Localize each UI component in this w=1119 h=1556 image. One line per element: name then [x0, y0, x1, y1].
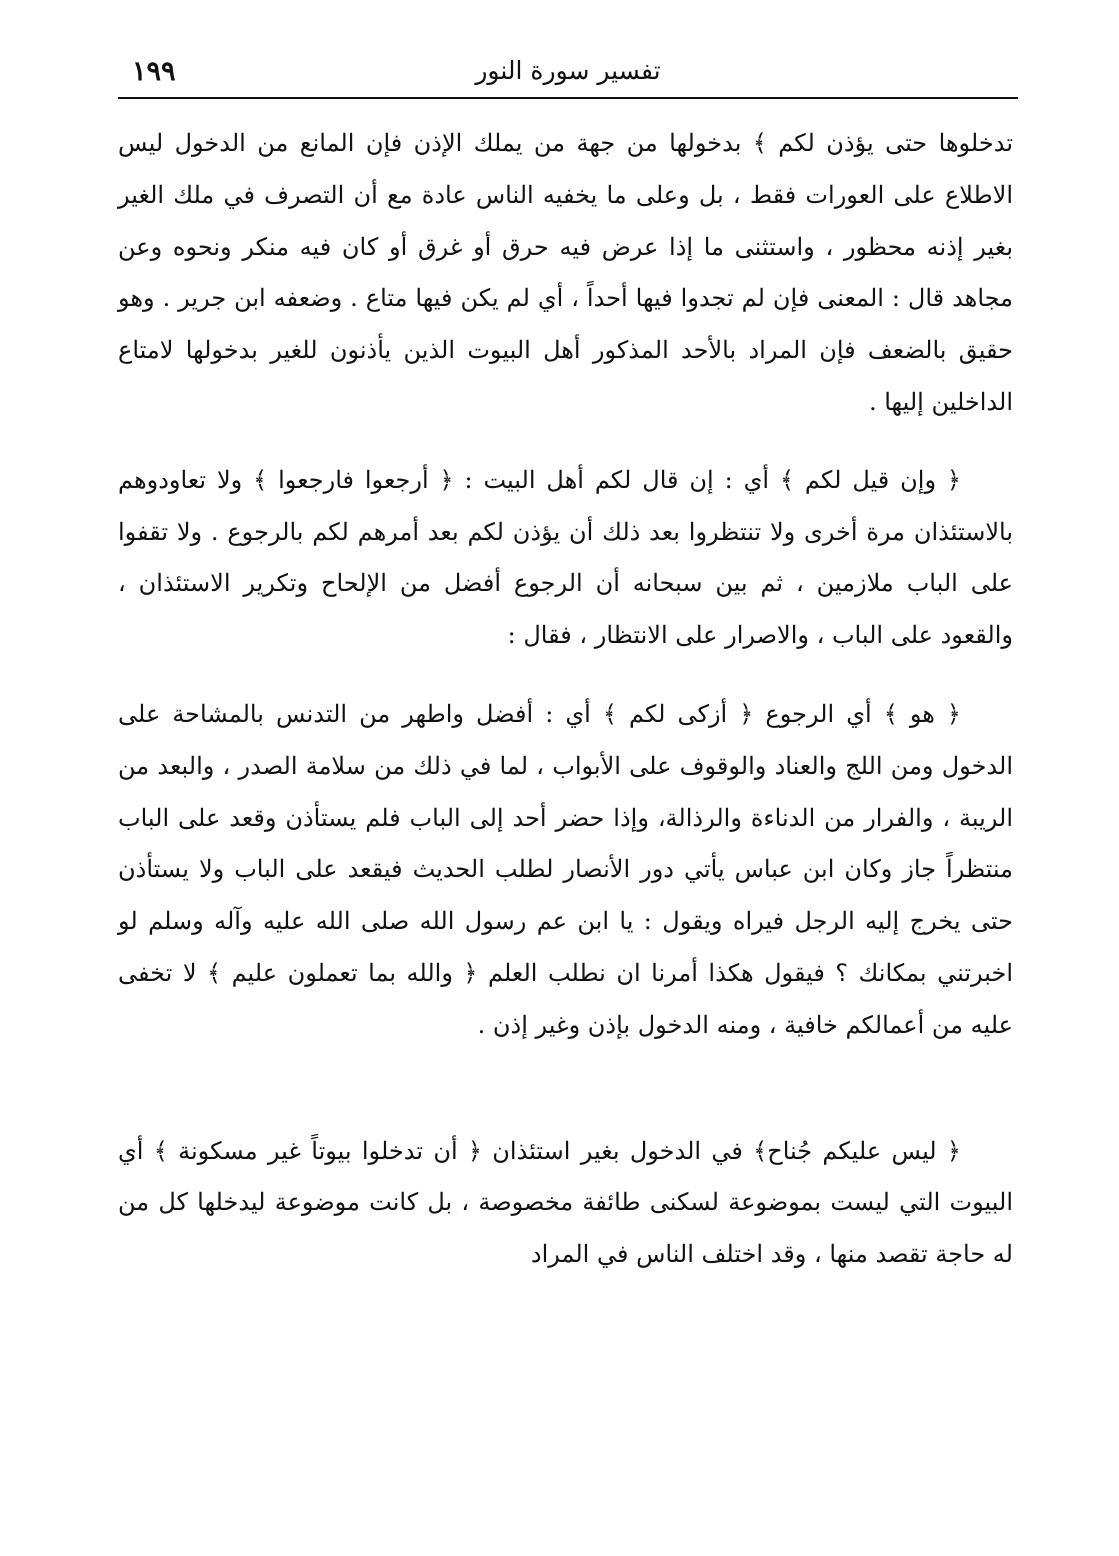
header-rule	[118, 97, 1018, 99]
running-title: تفسير سورة النور	[475, 56, 661, 85]
paragraph: تدخلوها حتى يؤذن لكم ﴾ بدخولها من جهة من يملك الإذن فإن المانع من الدخول ليس الاطلاع على العورات فقط ، بل وعلى ما يخفيه الناس عادة مع أن التصرف في ملك الغير بغير إذنه محظور ، واستثنى ما إذا عرض فيه حرق أو غرق أو كان فيه منكر ونحوه وعن مجاهد قال : المعنى فإن لم تجدوا فيها أحداً ، أي لم يكن فيها متاع . وضعفه ابن جرير . وهو حقيق بالضعف فإن المراد بالأحد المذكور أهل البيوت الذين يأذنون للغير بدخولها لامتاع الداخلين إليها .	[118, 129, 1013, 416]
page-header	[118, 52, 1018, 98]
paragraph: ﴿ هو ﴾ أي الرجوع ﴿ أزكى لكم ﴾ أي : أفضل واطهر من التدنس بالمشاحة على الدخول ومن اللج والعناد والوقوف على الأبواب ، لما في ذلك من سلامة الصدر ، والبعد من الريبة ، والفرار من الدناءة والرذالة، وإذا حضر أحد إلى الباب فلم يستأذن وقعد على الباب منتظراً جاز وكان ابن عباس يأتي دور الأنصار لطلب الحديث فيقعد على الباب ولا يستأذن حتى يخرج إليه الرجل فيراه ويقول : يا ابن عم رسول الله صلى الله عليه وآله وسلم لو اخبرتني بمكانك ؟ فيقول هكذا أمرنا ان نطلب العلم ﴿ والله بما تعملون عليم ﴾ لا تخفى عليه من أعمالكم خافية ، ومنه الدخول بإذن وغير إذن .	[118, 699, 1013, 1039]
page-number: ١٩٩	[132, 56, 176, 87]
paragraph: ﴿ وإن قيل لكم ﴾ أي : إن قال لكم أهل البيت : ﴿ أرجعوا فارجعوا ﴾ ولا تعاودوهم بالاستئذان مرة أخرى ولا تنتظروا بعد ذلك أن يؤذن لكم بعد أمرهم لكم بالرجوع . ولا تقفوا على الباب ملازمين ، ثم بين سبحانه أن الرجوع أفضل من الإلحاح وتكرير الاستئذان ، والقعود على الباب ، والاصرار على الانتظار ، فقال :	[118, 465, 1013, 650]
paragraph: ﴿ ليس عليكم جُناح﴾ في الدخول بغير استئذان ﴿ أن تدخلوا بيوتاً غير مسكونة ﴾ أي البيوت التي ليست بموضوعة لسكنى طائفة مخصوصة ، بل كانت موضوعة ليدخلها كل من له حاجة تقصد منها ، وقد اختلف الناس في المراد	[118, 1136, 1013, 1269]
body-text	[118, 118, 1013, 1281]
